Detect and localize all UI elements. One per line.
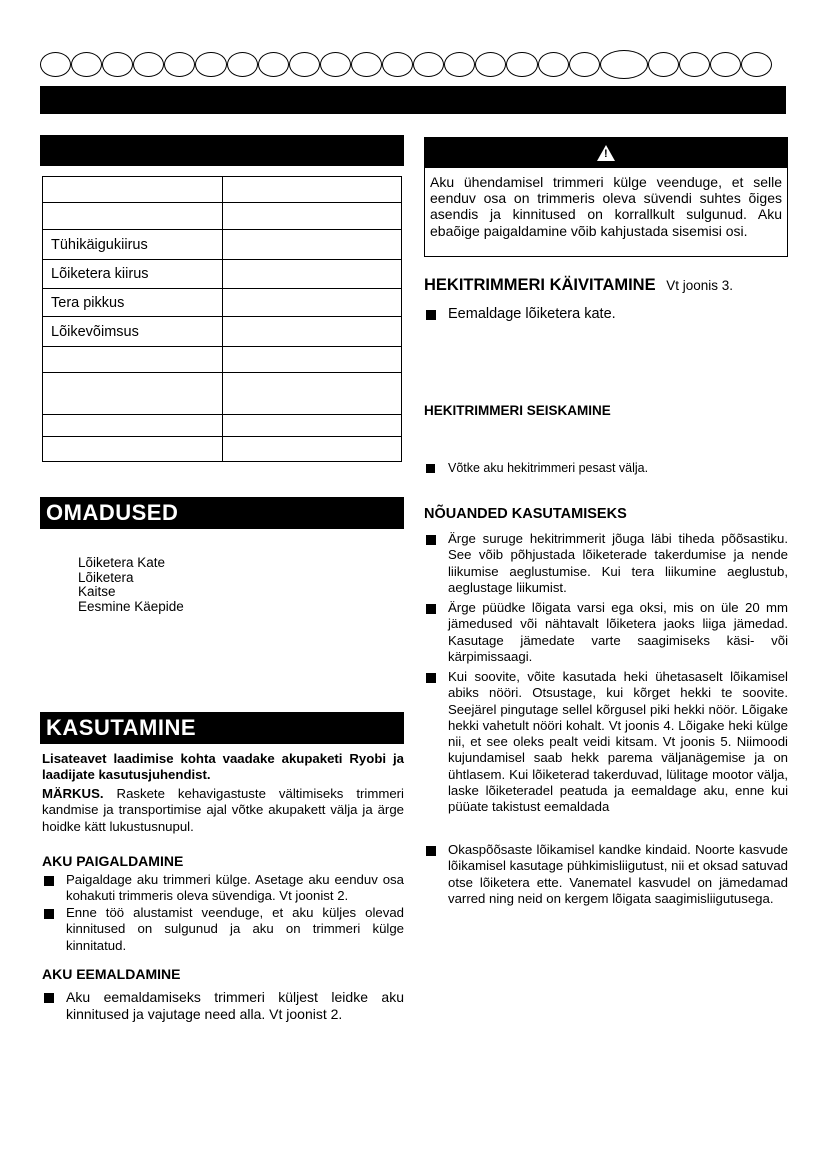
bullet-icon [44, 876, 54, 886]
list-item [426, 460, 788, 476]
spec-value [223, 260, 402, 289]
table-row [43, 437, 402, 462]
table-row [43, 260, 402, 289]
stop-item-text: Võtke aku hekitrimmeri pesast välja. [448, 461, 649, 475]
usage-intro-text: Lisateavet laadimise kohta vaadake akupaketi Ryobi ja laadijate kasutusjuhendist. [42, 751, 404, 783]
stop-heading: HEKITRIMMERI SEISKAMINE [424, 403, 611, 418]
language-oval [648, 52, 679, 77]
spec-label: Tera pikkus [43, 289, 223, 317]
spec-label: Lõiketera kiirus [43, 260, 223, 289]
warning-text: Aku ühendamisel trimmeri külge veenduge, et selle eenduv osa on trimmeris oleva süvendi suhtes õiges asendis ja kinnitused on korrallkult sulgunud. Aku ebaõige paigaldamine võib kahjustada sisemisi osi. [430, 174, 782, 239]
usage-intro [42, 751, 404, 784]
spec-value [223, 230, 402, 260]
language-oval [741, 52, 772, 77]
language-oval [102, 52, 133, 77]
start-heading [424, 276, 733, 295]
spec-value [223, 437, 402, 462]
language-oval [506, 52, 537, 77]
note-text: Raskete kehavigastuste vältimiseks trimmeri kandmise ja transportimise ajal võtke akupakett välja ja ärge hoidke kätt lukustusnupul. [42, 786, 404, 834]
install-heading: AKU PAIGALDAMINE [42, 853, 184, 869]
specs-table [42, 176, 402, 462]
list-item [426, 600, 788, 665]
bullet-icon [44, 909, 54, 919]
table-row [43, 317, 402, 347]
bullet-icon [426, 846, 436, 856]
bullet-icon [426, 604, 436, 614]
table-row [43, 289, 402, 317]
feature-item: Eesmine Käepide [78, 598, 184, 614]
language-oval [382, 52, 413, 77]
tip-item-text: Ärge püüdke lõigata varsi ega oksi, mis on üle 20 mm jämedused või nähtavalt lõiketera jaoks liiga jämedad. Kasutage jämedate varte saagimiseks käsi- või kärpimissaagi. [448, 600, 788, 664]
install-item-text: Paigaldage aku trimmeri külge. Asetage aku eenduv osa kohakuti trimmeris oleva süvendiga. Vt joonist 2. [66, 872, 404, 904]
spec-value [223, 203, 402, 230]
features-list [78, 556, 184, 614]
bullet-icon [426, 535, 436, 545]
table-row [43, 373, 402, 415]
bullet-icon [44, 993, 54, 1003]
spec-value [223, 177, 402, 203]
bullet-icon [426, 464, 435, 473]
bullet-icon [426, 310, 436, 320]
bullet-icon [426, 673, 436, 683]
language-oval [164, 52, 195, 77]
language-oval [679, 52, 710, 77]
remove-item-text: Aku eemaldamiseks trimmeri küljest leidke aku kinnitused ja vajutage need alla. Vt joonist 2. [66, 989, 404, 1022]
language-oval [351, 52, 382, 77]
spec-value [223, 317, 402, 347]
tip-item-text: Ärge suruge hekitrimmerit jõuga läbi tiheda põõsastiku. See võib põhjustada lõiketerade takerdumise ja nende liikumise aeglustumise. Kui tera liikumine aeglustub, aeglustage liikumist. [448, 531, 788, 595]
spec-label [43, 373, 223, 415]
features-heading: OMADUSED [40, 497, 404, 529]
start-ref: Vt joonis 3. [666, 278, 733, 293]
spec-label [43, 415, 223, 437]
language-oval [569, 52, 600, 77]
table-row [43, 230, 402, 260]
feature-item: Kaitse [78, 584, 116, 599]
language-oval [40, 52, 71, 77]
language-oval [320, 52, 351, 77]
note-label: MÄRKUS. [42, 786, 104, 801]
list-item [44, 989, 404, 1023]
table-row [43, 347, 402, 373]
language-oval [710, 52, 741, 77]
tip-item-text: Kui soovite, võite kasutada heki ühetasaselt lõikamisel abiks nööri. Otsustage, kui kõrget hekki te soovite. Seejärel pingutage sellel kõrgusel piki hekki nöör. Lõigake hekki vahetult nööri kohalt. Vt joonis 4. Lõigake heki külge nii, et see oleks pealt veidi kitsam. Vt joonis 5. Niimoodi kujundamisel saab hekk parema väljanägemise ja on ühtlasem. Kui lõiketerad takerduvad, lülitage mootor välja, laske lõiketeradel peatuda ja eemaldage aku, enne kui püüate takistust eemaldada [448, 669, 788, 815]
warning-header [425, 138, 787, 168]
language-selector-ovals [40, 52, 786, 80]
list-item [426, 842, 788, 907]
start-item-text: Eemaldage lõiketera kate. [448, 306, 616, 322]
specs-heading-bar [40, 135, 404, 166]
table-row [43, 177, 402, 203]
list-item [44, 905, 404, 954]
language-oval [195, 52, 226, 77]
language-oval [71, 52, 102, 77]
language-oval [133, 52, 164, 77]
tip-item-text: Okaspõõsaste lõikamisel kandke kindaid. Noorte kasvude lõikamisel kasutage pühkimisliigutust, nii et oksad satuvad otse lõiketera ette. Vanematel kasvudel on jämedamad varred ning neid on kergem lõigata saagimisliigutusega. [448, 842, 788, 906]
start-heading-text: HEKITRIMMERI KÄIVITAMINE [424, 276, 656, 294]
spec-label [43, 347, 223, 373]
install-item-text: Enne töö alustamist veenduge, et aku küljes olevad kinnitused on sulgunud ja aku on trimmeri külge kinnitatud. [66, 905, 404, 953]
remove-heading: AKU EEMALDAMINE [42, 966, 181, 982]
page-title-bar [40, 86, 786, 114]
feature-item: Lõiketera Kate [78, 555, 166, 570]
warning-triangle-icon: ! [597, 145, 615, 161]
spec-label: Tühikäigukiirus [43, 230, 223, 260]
language-oval [444, 52, 475, 77]
warning-box [424, 137, 788, 257]
list-item [426, 531, 788, 596]
language-oval [289, 52, 320, 77]
spec-label [43, 203, 223, 230]
spec-value [223, 289, 402, 317]
tips-heading: NÕUANDED KASUTAMISEKS [424, 506, 627, 522]
language-oval [413, 52, 444, 77]
spec-label [43, 177, 223, 203]
language-oval [258, 52, 289, 77]
list-item [44, 872, 404, 905]
spec-label [43, 437, 223, 462]
spec-value [223, 415, 402, 437]
usage-heading: KASUTAMINE [40, 712, 404, 744]
usage-note [42, 786, 404, 835]
table-row [43, 415, 402, 437]
language-oval [227, 52, 258, 77]
language-oval [538, 52, 569, 77]
language-oval-active [600, 50, 648, 79]
spec-value [223, 347, 402, 373]
feature-item: Lõiketera [78, 569, 134, 585]
language-oval [475, 52, 506, 77]
spec-label: Lõikevõimsus [43, 317, 223, 347]
list-item [426, 306, 788, 323]
spec-value [223, 373, 402, 415]
list-item [426, 669, 788, 816]
table-row [43, 203, 402, 230]
